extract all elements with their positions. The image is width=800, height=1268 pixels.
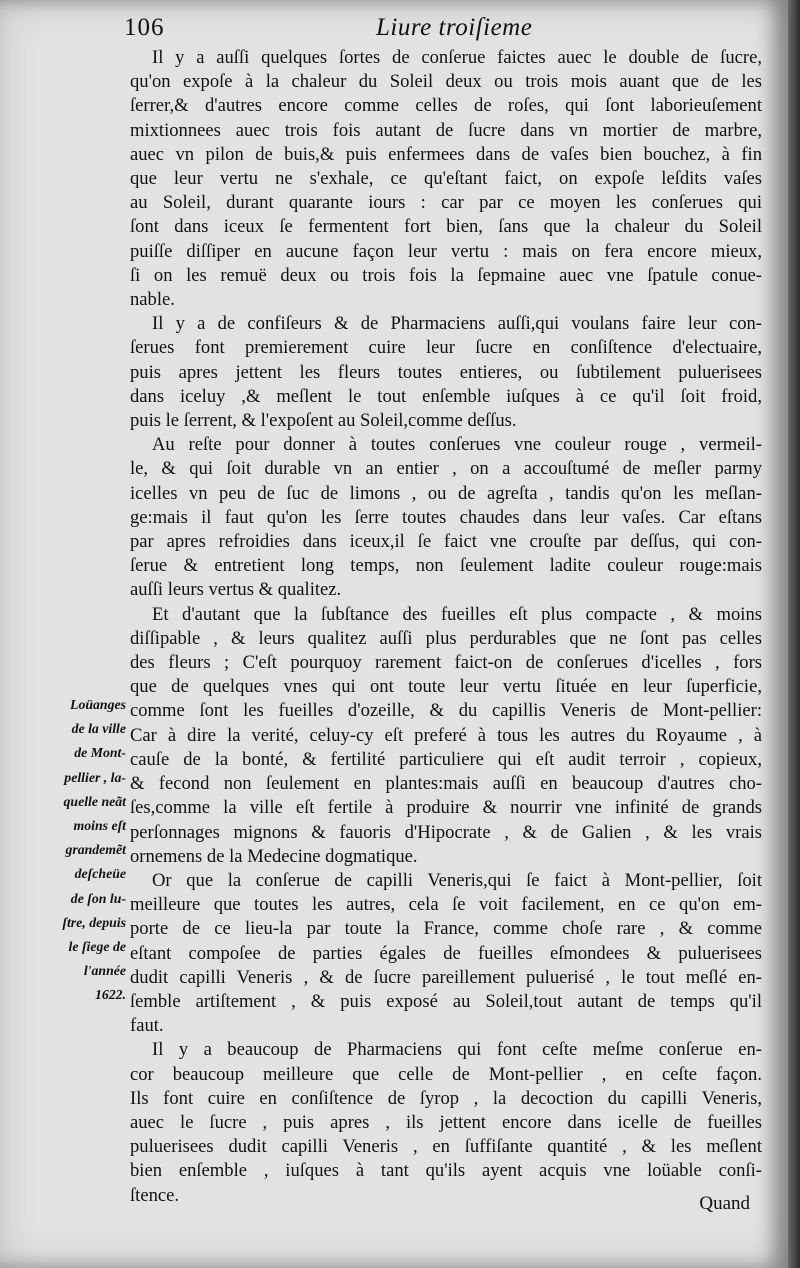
text-line: nable. — [130, 289, 175, 311]
text-line: comme ſont les fueilles d'ozeille, & du capillis Veneris de Mont-pellier: — [130, 700, 762, 722]
text-line: au Soleil, durant quarante iours : car par ce moyen les conſerues qui — [130, 192, 762, 214]
text-line: puis apres jettent les fleurs toutes entieres, ou ſubtilement puluerisees — [130, 361, 762, 383]
marginal-note-line: grandemẽt — [65, 842, 126, 858]
text-line: puiſſe diſſiper en aucune façon leur vertu : mais on fera encore mieux, — [130, 240, 762, 262]
text-line: que leur vertu ne s'exhale, ce qu'eſtant faict, on expoſe leſdits vaſes — [130, 168, 762, 190]
text-line: porte de ce lieu-la par toute la France, comme choſe rare , & comme — [130, 918, 762, 940]
text-line: cor beaucoup meilleure que celle de Mont-pellier , en ceſte façon. — [130, 1063, 762, 1085]
catchword: Quand — [699, 1193, 750, 1214]
text-line: ſerrer,& d'autres encore comme celles de roſes, qui ſont laborieuſement — [130, 95, 762, 117]
text-line: & fecond non ſeulement en plantes:mais auſſi en beaucoup d'autres cho- — [130, 773, 762, 795]
marginal-note-line: moins eſt — [73, 818, 126, 834]
text-line: auſſi leurs vertus & qualitez. — [130, 579, 342, 601]
text-line: ſerues font premierement cuire leur ſucre en conſiſtence d'electuaire, — [130, 337, 762, 359]
marginal-note-line: quelle neãt — [63, 793, 126, 809]
paragraph — [130, 603, 762, 869]
marginal-note — [40, 693, 126, 1008]
marginal-note-line: de ſon lu- — [70, 890, 126, 906]
marginal-note-line: Loüanges — [70, 697, 126, 712]
running-title: Liure troiſieme — [376, 14, 533, 41]
text-line: des fleurs ; C'eſt pourquoy rarement faict-on de conſerues d'icelles , fors — [130, 652, 762, 674]
page-header — [124, 14, 734, 44]
main-text-block — [130, 46, 762, 1208]
page-number: 106 — [124, 14, 165, 41]
text-line: ſtence. — [130, 1184, 180, 1206]
text-line: eſtant compoſee de parties égales de fueilles eſmondees & puluerisees — [130, 942, 762, 964]
text-line: que de quelques vnes qui ont toute leur vertu ſituée en leur ſuperficie, — [130, 676, 762, 698]
text-line: Et d'autant que la ſubſtance des fueilles eſt plus compacte , & moins — [152, 603, 762, 625]
text-line: Il y a beaucoup de Pharmaciens qui font ceſte meſme conſerue en- — [152, 1039, 762, 1061]
text-line: dans iceluy ,& meſlent le tout enſemble iuſques à ce qu'il ſoit froid, — [130, 385, 762, 407]
text-line: ornemens de la Medecine dogmatique. — [130, 845, 418, 867]
text-line: Au reſte pour donner à toutes conſerues vne couleur rouge , vermeil- — [152, 434, 762, 456]
paragraph — [130, 1038, 762, 1207]
marginal-note-line: le ſiege de — [68, 939, 126, 955]
text-line: mixtionnees auec trois fois autant de ſucre dans vn mortier de marbre, — [130, 119, 762, 141]
text-line: perſonnages mignons & fauoris d'Hipocrate , & de Galien , & les vrais — [130, 821, 762, 843]
paragraph — [130, 433, 762, 602]
text-line: Ils font cuire en conſiſtence de ſyrop , la decoction du capilli Veneris, — [130, 1087, 762, 1109]
text-line: puluerisees dudit capilli Veneris , en ſuffiſante quantité , & les meſlent — [130, 1136, 762, 1158]
book-spine-shadow — [788, 0, 800, 1268]
text-line: cauſe de la bonté, & fertilité particuliere qui eſt audit terroir , copieux, — [130, 748, 762, 770]
text-line: icelles vn peu de ſuc de limons , ou de agreſta , tandis qu'on les meſlan- — [130, 482, 762, 504]
text-line: faut. — [130, 1015, 164, 1037]
paragraph — [130, 869, 762, 1038]
text-line: Or que la conſerue de capilli Veneris,qui ſe faict à Mont-pellier, ſoit — [152, 869, 762, 891]
text-line: auec le ſucre , puis apres , ils jettent encore dans icelle de fueilles — [130, 1111, 762, 1133]
text-line: ſes,comme la ville eſt fertile à produire & nourrir vne infinité de grands — [130, 797, 762, 819]
text-line: ſi on les remuë deux ou trois fois la ſepmaine auec vne ſpatule conue- — [130, 264, 762, 286]
text-line: Il y a auſſi quelques ſortes de conſerue faictes auec le double de ſucre, — [152, 47, 762, 68]
text-line: Car à dire la verité, celuy-cy eſt preferé à tous les autres du Royaume , à — [130, 724, 762, 746]
marginal-note-line: deſcheüe — [74, 866, 126, 882]
marginal-note-line: pellier , la- — [64, 769, 126, 785]
marginal-note-line: de Mont- — [74, 745, 126, 761]
text-line: puis le ſerrent, & l'expoſent au Soleil,comme deſſus. — [130, 410, 517, 432]
marginal-note-line: 1622. — [94, 987, 126, 1003]
text-line: dudit capilli Veneris , & de ſucre pareillement puluerisé , le tout meſlé en- — [130, 966, 762, 988]
text-line: diſſipable , & leurs qualitez auſſi plus perdurables que ne ſont pas celles — [130, 627, 762, 649]
text-line: le, & qui ſoit durable vn an entier , on a accouſtumé de meſler parmy — [130, 458, 762, 480]
text-line: ſerue & entretient long temps, non ſeulement ladite couleur rouge:mais — [130, 555, 762, 577]
text-line: meilleure que toutes les autres, cela ſe voit facilement, en ce qu'on em- — [130, 894, 762, 916]
marginal-note-line: l'année — [83, 963, 126, 979]
text-line: auec vn pilon de buis,& puis enfermees dans de vaſes bien bouchez, à fin — [130, 143, 762, 165]
text-line: par apres refroidies dans iceux,il ſe faict vne crouſte par deſſus, qui con- — [130, 531, 762, 553]
text-line: ſont dans iceux ſe fermentent fort bien, ſans que la chaleur du Soleil — [130, 216, 762, 238]
text-line: Il y a de confiſeurs & de Pharmaciens auſſi,qui voulans faire leur con- — [152, 313, 762, 335]
text-line: ſemble artiſtement , & puis exposé au Soleil,tout autant de temps qu'il — [130, 990, 762, 1012]
text-line: ge:mais il faut qu'on les ſerre toutes chaudes dans leur vaſes. Car eſtans — [130, 506, 762, 528]
paragraph — [130, 46, 762, 312]
text-line: bien enſemble , iuſques à tant qu'ils ayent acquis vne loüable conſi- — [130, 1160, 762, 1182]
text-line: qu'on expoſe à la chaleur du Soleil deux ou trois mois auant que de les — [130, 71, 762, 93]
marginal-note-line: ſtre, depuis — [62, 914, 126, 930]
paragraph — [130, 312, 762, 433]
marginal-note-line: de la ville — [71, 721, 126, 737]
